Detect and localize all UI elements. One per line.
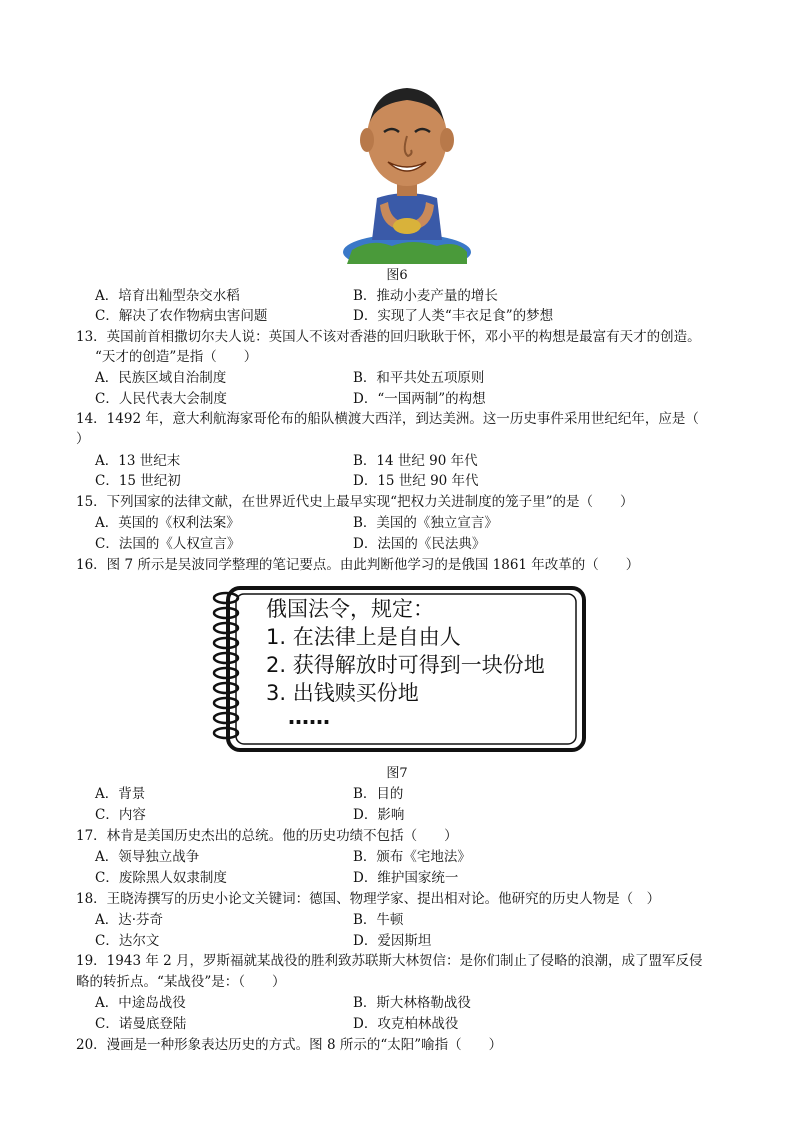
option-b: B．颁布《宅地法》 <box>353 849 471 865</box>
figure-6-cartoon <box>342 80 472 264</box>
question-20-stem: 20．漫画是一种形象表达历史的方式。图 8 所示的“太阳”喻指（ ） <box>76 1037 503 1053</box>
option-d: D．维护国家统一 <box>353 870 459 886</box>
option-b: B．斯大林格勒战役 <box>353 995 471 1011</box>
question-19-stem-cont: 略的转折点。“某战役”是：（ ） <box>76 974 286 990</box>
question-19-stem: 19．1943 年 2 月，罗斯福就某战役的胜利致苏联斯大林贺信：是你们制止了侵略的浪潮，成了盟军反侵 <box>76 953 703 969</box>
rice-grains <box>393 218 421 234</box>
option-a: A．中途岛战役 <box>95 995 186 1011</box>
option-d: D．影响 <box>353 807 405 823</box>
option-c: C．法国的《人权宣言》 <box>95 536 241 552</box>
option-c: C．人民代表大会制度 <box>95 391 227 407</box>
option-c: C．诺曼底登陆 <box>95 1016 187 1032</box>
question-16-stem: 16．图 7 所示是吴波同学整理的笔记要点。由此判断他学习的是俄国 1861 年改革的（ ） <box>76 557 640 573</box>
question-14-stem: 14．1492 年，意大利航海家哥伦布的船队横渡大西洋，到达美洲。这一历史事件采用世纪纪年，应是（ <box>76 411 699 427</box>
option-b: B．14 世纪 90 年代 <box>353 453 478 469</box>
option-b: B．和平共处五项原则 <box>353 370 485 386</box>
option-c: C．解决了农作物病虫害问题 <box>95 308 268 324</box>
figure-7-caption: 图7 <box>386 766 408 781</box>
note-title: 俄国法令，规定： <box>266 597 434 621</box>
option-a: A．达·芬奇 <box>95 912 164 928</box>
globe-land <box>347 242 467 264</box>
question-15-stem: 15．下列国家的法律文献，在世界近代史上最早实现“把权力关进制度的笼子里”的是（ ） <box>76 494 634 510</box>
option-c: C．达尔文 <box>95 933 160 949</box>
option-d: D．爱因斯坦 <box>353 933 432 949</box>
note-ellipsis: …… <box>288 705 330 729</box>
note-item-2: 2. 获得解放时可得到一块份地 <box>266 653 545 677</box>
option-b: B．牛顿 <box>353 912 404 928</box>
note-item-3: 3. 出钱赎买份地 <box>266 681 419 705</box>
option-d: D．攻克柏林战役 <box>353 1016 459 1032</box>
option-b: B．美国的《独立宣言》 <box>353 515 498 531</box>
question-14-stem-cont: ） <box>76 431 90 447</box>
question-18-stem: 18．王晓涛撰写的历史小论文关键词：德国、物理学家、提出相对论。他研究的历史人物是（ ） <box>76 891 661 907</box>
option-b: B．推动小麦产量的增长 <box>353 288 498 304</box>
option-d: D．实现了人类“丰衣足食”的梦想 <box>353 308 554 324</box>
question-17-stem: 17．林肯是美国历史杰出的总统。他的历史功绩不包括（ ） <box>76 828 458 844</box>
question-13-stem-cont: “天才的创造”是指（ ） <box>95 349 258 365</box>
option-d: D．“一国两制”的构想 <box>353 391 486 407</box>
option-a: A．背景 <box>95 786 146 802</box>
option-d: D．法国的《民法典》 <box>353 536 486 552</box>
option-a: A．英国的《权利法案》 <box>95 515 240 531</box>
option-a: A．培育出籼型杂交水稻 <box>95 288 240 304</box>
figure-6-caption: 图6 <box>386 268 408 283</box>
option-c: C．15 世纪初 <box>95 473 181 489</box>
option-a: A．民族区域自治制度 <box>95 370 227 386</box>
option-a: A．13 世纪末 <box>95 453 181 469</box>
option-d: D．15 世纪 90 年代 <box>353 473 479 489</box>
option-b: B．目的 <box>353 786 404 802</box>
option-a: A．领导独立战争 <box>95 849 200 865</box>
question-13-stem: 13．英国前首相撒切尔夫人说：英国人不该对香港的回归耿耿于怀，邓小平的构想是最富有天才的创造。 <box>76 329 701 345</box>
option-c: C．内容 <box>95 807 146 823</box>
option-c: C．废除黑人奴隶制度 <box>95 870 227 886</box>
note-item-1: 1. 在法律上是自由人 <box>266 625 461 649</box>
